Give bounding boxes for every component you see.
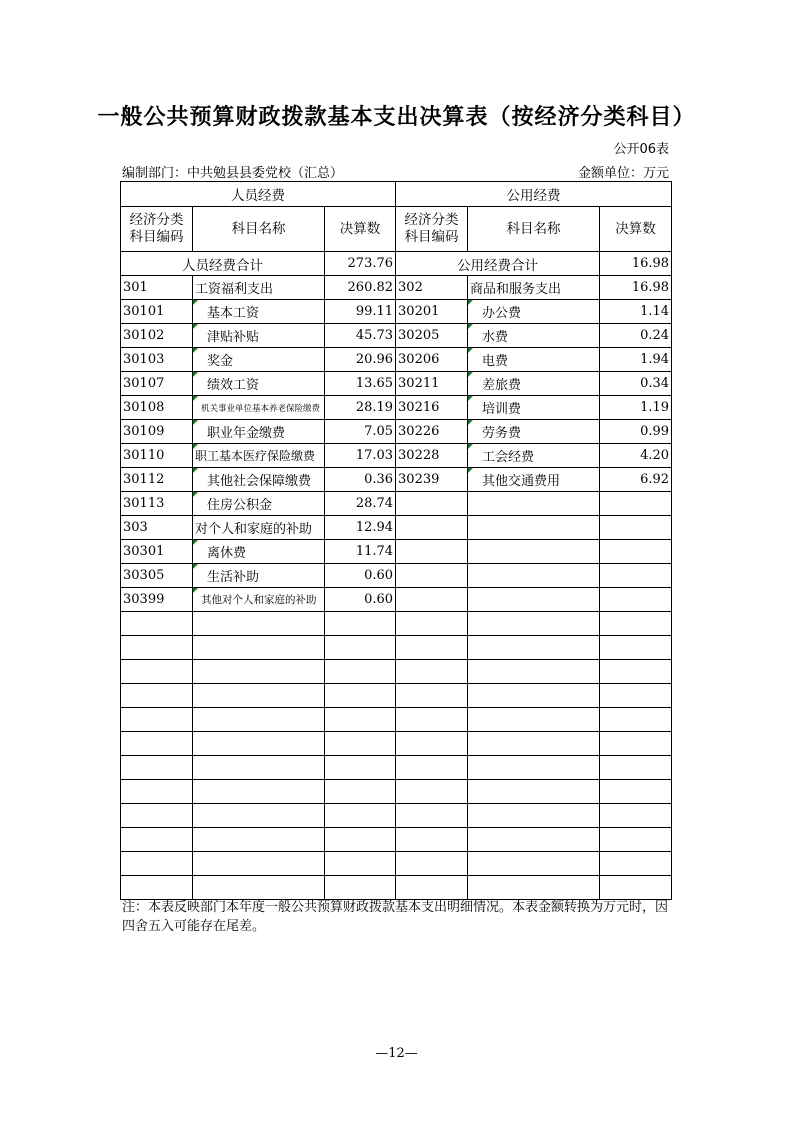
right-amount	[600, 516, 672, 540]
right-name: 电费	[468, 348, 600, 372]
left-amount: 20.96	[325, 348, 396, 372]
table-row	[121, 588, 672, 612]
empty-row	[121, 828, 672, 852]
right-amount: 0.24	[600, 324, 672, 348]
left-name: 离休费	[193, 540, 325, 564]
left-name: 其他社会保障缴费	[193, 468, 325, 492]
left-code: 30102	[121, 324, 193, 348]
col-code-left: 经济分类科目编码	[121, 207, 193, 252]
right-code	[396, 588, 468, 612]
table-row	[121, 516, 672, 540]
table-row	[121, 324, 672, 348]
empty-row	[121, 780, 672, 804]
left-amount: 45.73	[325, 324, 396, 348]
right-name: 差旅费	[468, 372, 600, 396]
left-amount: 17.03	[325, 444, 396, 468]
compiling-department: 编制部门：中共勉县县委党校（汇总）	[122, 166, 344, 181]
left-name: 奖金	[193, 348, 325, 372]
right-amount: 4.20	[600, 444, 672, 468]
left-name: 工资福利支出	[193, 276, 325, 300]
left-amount: 99.11	[325, 300, 396, 324]
right-name: 培训费	[468, 396, 600, 420]
right-amount: 0.99	[600, 420, 672, 444]
col-name-left: 科目名称	[193, 207, 325, 252]
table-row	[121, 420, 672, 444]
form-number: 公开06表	[613, 142, 669, 157]
left-name: 住房公积金	[193, 492, 325, 516]
section-header-row	[121, 182, 672, 207]
right-amount	[600, 588, 672, 612]
right-code: 30201	[396, 300, 468, 324]
left-amount: 28.74	[325, 492, 396, 516]
right-code	[396, 540, 468, 564]
left-code: 30399	[121, 588, 193, 612]
right-name	[468, 540, 600, 564]
personnel-total-label: 人员经费合计	[121, 252, 325, 276]
personnel-header: 人员经费	[121, 182, 396, 207]
left-code: 30109	[121, 420, 193, 444]
table-row	[121, 276, 672, 300]
right-name: 劳务费	[468, 420, 600, 444]
left-amount: 260.82	[325, 276, 396, 300]
right-code: 30205	[396, 324, 468, 348]
table-row	[121, 540, 672, 564]
left-name: 对个人和家庭的补助	[193, 516, 325, 540]
empty-row	[121, 612, 672, 636]
left-amount: 0.36	[325, 468, 396, 492]
right-name: 水费	[468, 324, 600, 348]
left-amount: 0.60	[325, 588, 396, 612]
right-code: 30239	[396, 468, 468, 492]
table-row	[121, 468, 672, 492]
empty-row	[121, 756, 672, 780]
page-number: —12—	[375, 1046, 418, 1061]
public-total-value: 16.98	[600, 252, 672, 276]
right-name	[468, 492, 600, 516]
left-amount: 0.60	[325, 564, 396, 588]
right-code	[396, 516, 468, 540]
left-code: 301	[121, 276, 193, 300]
left-code: 30110	[121, 444, 193, 468]
right-amount	[600, 492, 672, 516]
left-code: 30112	[121, 468, 193, 492]
left-code: 30108	[121, 396, 193, 420]
left-code: 303	[121, 516, 193, 540]
table-row	[121, 300, 672, 324]
left-amount: 12.94	[325, 516, 396, 540]
left-name: 基本工资	[193, 300, 325, 324]
left-code: 30107	[121, 372, 193, 396]
left-code: 30113	[121, 492, 193, 516]
empty-row	[121, 804, 672, 828]
public-header: 公用经费	[396, 182, 672, 207]
right-code: 302	[396, 276, 468, 300]
left-code: 30301	[121, 540, 193, 564]
expenditure-table	[120, 181, 672, 900]
left-name: 职业年金缴费	[193, 420, 325, 444]
empty-row	[121, 852, 672, 876]
col-name-right: 科目名称	[468, 207, 600, 252]
amount-unit: 金额单位：万元	[577, 166, 669, 181]
right-name: 其他交通费用	[468, 468, 600, 492]
public-total-label: 公用经费合计	[396, 252, 600, 276]
left-amount: 28.19	[325, 396, 396, 420]
empty-row	[121, 684, 672, 708]
total-row	[121, 252, 672, 276]
table-row	[121, 492, 672, 516]
right-code: 30228	[396, 444, 468, 468]
right-code: 30211	[396, 372, 468, 396]
right-name: 商品和服务支出	[468, 276, 600, 300]
right-amount: 6.92	[600, 468, 672, 492]
left-amount: 7.05	[325, 420, 396, 444]
right-code: 30206	[396, 348, 468, 372]
left-code: 30305	[121, 564, 193, 588]
left-name: 生活补助	[193, 564, 325, 588]
personnel-total-value: 273.76	[325, 252, 396, 276]
right-code	[396, 564, 468, 588]
left-name: 其他对个人和家庭的补助	[193, 588, 325, 612]
right-amount: 1.94	[600, 348, 672, 372]
empty-row	[121, 660, 672, 684]
left-amount: 11.74	[325, 540, 396, 564]
right-name	[468, 516, 600, 540]
left-name: 职工基本医疗保险缴费	[193, 444, 325, 468]
table-row	[121, 444, 672, 468]
left-amount: 13.65	[325, 372, 396, 396]
right-amount	[600, 540, 672, 564]
col-code-right: 经济分类科目编码	[396, 207, 468, 252]
right-name	[468, 588, 600, 612]
empty-row	[121, 708, 672, 732]
left-code: 30101	[121, 300, 193, 324]
table-row	[121, 348, 672, 372]
left-name: 绩效工资	[193, 372, 325, 396]
right-amount: 1.19	[600, 396, 672, 420]
right-amount: 16.98	[600, 276, 672, 300]
right-amount	[600, 564, 672, 588]
left-code: 30103	[121, 348, 193, 372]
right-code: 30216	[396, 396, 468, 420]
page-title: 一般公共预算财政拨款基本支出决算表（按经济分类科目）	[97, 105, 696, 130]
right-code: 30226	[396, 420, 468, 444]
table-note: 注：本表反映部门本年度一般公共预算财政拨款基本支出明细情况。本表金额转换为万元时，因四舍五入可能存在尾差。	[122, 900, 669, 934]
left-name: 津贴补贴	[193, 324, 325, 348]
empty-row	[121, 876, 672, 900]
right-name	[468, 564, 600, 588]
table-row	[121, 564, 672, 588]
right-name: 工会经费	[468, 444, 600, 468]
empty-row	[121, 636, 672, 660]
right-name: 办公费	[468, 300, 600, 324]
col-amount-left: 决算数	[325, 207, 396, 252]
table-row	[121, 372, 672, 396]
col-amount-right: 决算数	[600, 207, 672, 252]
left-name: 机关事业单位基本养老保险缴费	[193, 396, 325, 420]
empty-row	[121, 732, 672, 756]
column-header-row	[121, 207, 672, 252]
table-row	[121, 396, 672, 420]
right-code	[396, 492, 468, 516]
right-amount: 0.34	[600, 372, 672, 396]
right-amount: 1.14	[600, 300, 672, 324]
